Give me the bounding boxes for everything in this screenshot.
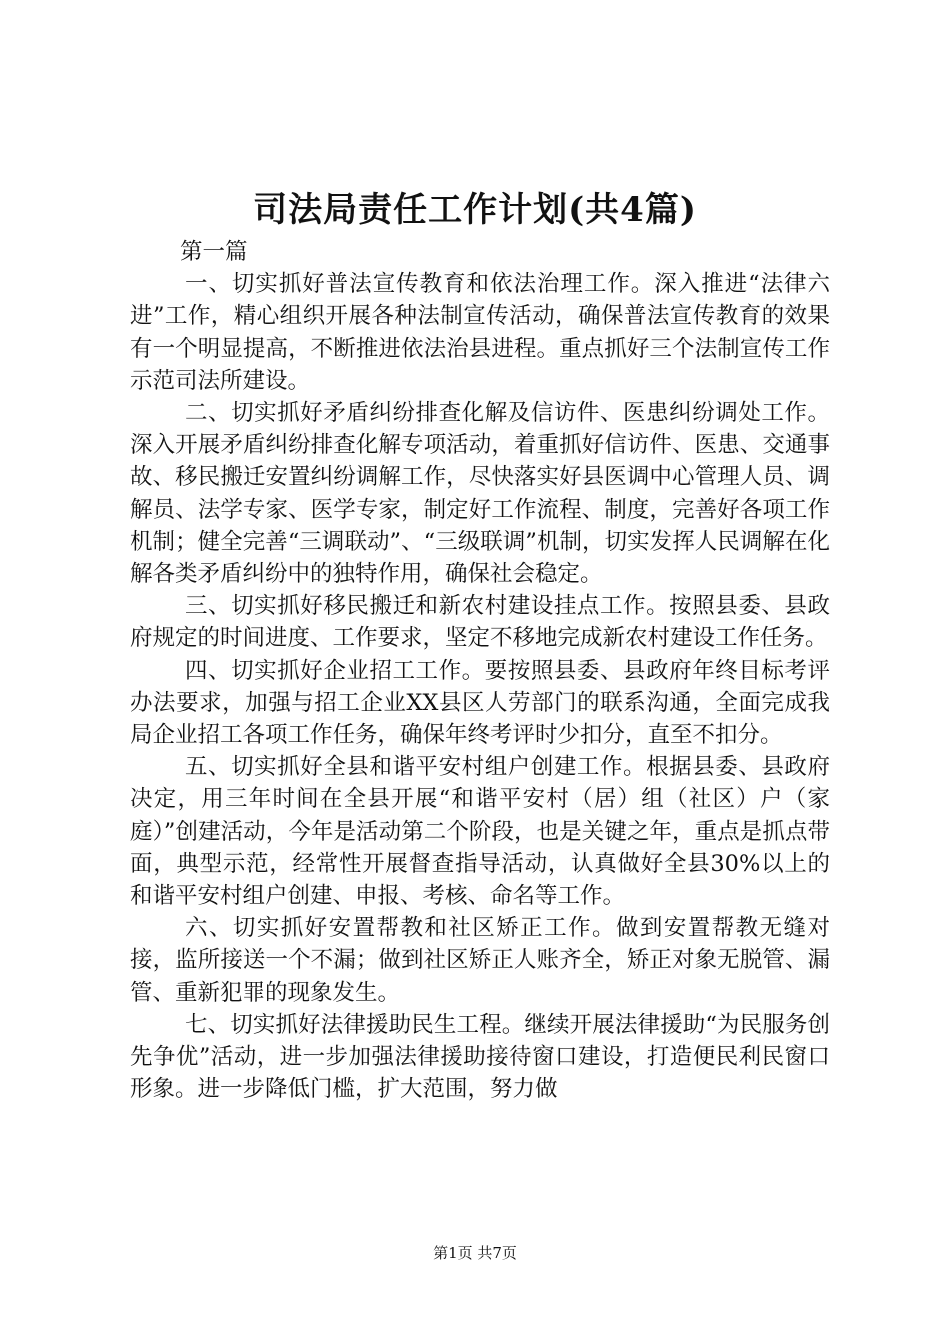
document-body <box>130 236 830 1105</box>
document-title: 司法局责任工作计划(共4篇) <box>253 190 697 230</box>
paragraph-4: 四、切实抓好企业招工工作。要按照县委、县政府年终目标考评办法要求，加强与招工企业XX县区人劳部门的联系沟通，全面完成我局企业招工各项工作任务，确保年终考评时少扣分，直至不扣分。 <box>130 657 830 749</box>
paragraph-7: 七、切实抓好法律援助民生工程。继续开展法律援助“为民服务创先争优”活动，进一步加强法律援助接待窗口建设，打造便民利民窗口形象。进一步降低门槛，扩大范围，努力做 <box>130 1011 830 1103</box>
paragraph-3: 三、切实抓好移民搬迁和新农村建设挂点工作。按照县委、县政府规定的时间进度、工作要求，坚定不移地完成新农村建设工作任务。 <box>130 593 830 652</box>
paragraph-2: 二、切实抓好矛盾纠纷排查化解及信访件、医患纠纷调处工作。深入开展矛盾纠纷排查化解专项活动，着重抓好信访件、医患、交通事故、移民搬迁安置纠纷调解工作，尽快落实好县医调中心管理人员、调解员、法学专家、医学专家，制定好工作流程、制度，完善好各项工作机制；健全完善“三调联动”、“三级联调”机制，切实发挥人民调解在化解各类矛盾纠纷中的独特作用，确保社会稳定。 <box>130 400 830 588</box>
paragraph-5: 五、切实抓好全县和谐平安村组户创建工作。根据县委、县政府决定，用三年时间在全县开展“和谐平安村（居）组（社区）户（家庭）”创建活动，今年是活动第二个阶段，也是关键之年，重点是抓点带面，典型示范，经常性开展督查指导活动，认真做好全县30%以上的和谐平安村组户创建、申报、考核、命名等工作。 <box>130 754 830 910</box>
page-footer: 第1页 共7页 <box>433 1244 517 1262</box>
paragraph-6: 六、切实抓好安置帮教和社区矫正工作。做到安置帮教无缝对接，监所接送一个不漏；做到社区矫正人账齐全，矫正对象无脱管、漏管、重新犯罪的现象发生。 <box>130 915 830 1006</box>
section-label: 第一篇 <box>180 239 248 265</box>
paragraph-1: 一、切实抓好普法宣传教育和依法治理工作。深入推进“法律六进”工作，精心组织开展各种法制宣传活动，确保普法宣传教育的效果有一个明显提高，不断推进依法治县进程。重点抓好三个法制宣传工作示范司法所建设。 <box>130 271 830 394</box>
